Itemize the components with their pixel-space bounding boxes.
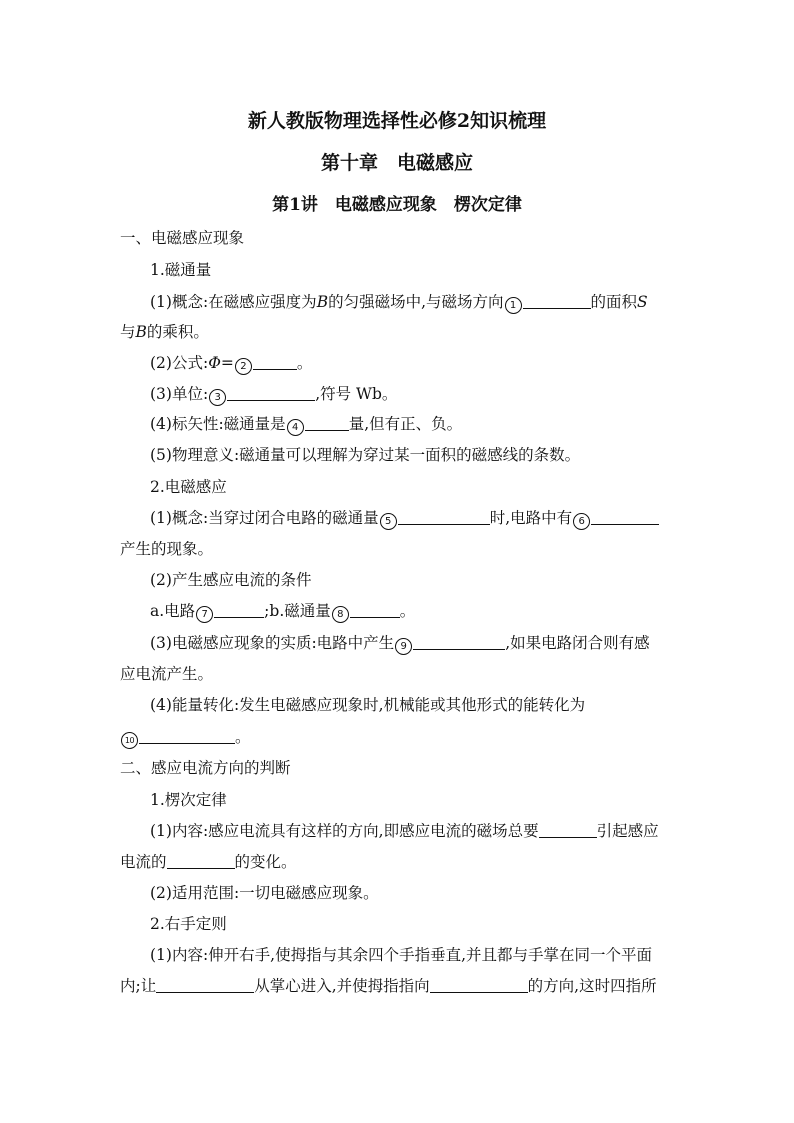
answer-number-badge: 10: [121, 732, 138, 749]
paragraph-line: 电流的 的变化。: [120, 853, 297, 871]
answer-blank: [523, 293, 591, 309]
paragraph-line: 应电流产生。: [120, 665, 214, 683]
section-heading: 一、电磁感应现象: [120, 229, 245, 247]
paragraph-line: 产生的现象。: [120, 540, 214, 558]
paragraph-line: (1)内容:感应电流具有这样的方向,即感应电流的磁场总要 引起感应: [150, 822, 659, 840]
paragraph-line: (2)公式:Φ= 2 。: [150, 353, 312, 375]
subsection-heading: 1.磁通量: [150, 261, 212, 279]
paragraph-line: (5)物理意义:磁通量可以理解为穿过某一面积的磁感线的条数。: [150, 446, 581, 464]
subsection-heading: 2.右手定则: [150, 915, 227, 933]
answer-blank: [350, 602, 400, 618]
answer-blank: [539, 822, 597, 838]
document-title: 新人教版物理选择性必修2知识梳理: [247, 110, 547, 132]
paragraph-line: (1)内容:伸开右手,使拇指与其余四个手指垂直,并且都与手掌在同一个平面: [150, 946, 653, 964]
answer-number-badge: 7: [196, 606, 213, 623]
answer-blank: [167, 853, 235, 869]
answer-blank: [156, 977, 254, 993]
lesson-title: 第1讲 电磁感应现象 楞次定律: [272, 195, 522, 215]
paragraph-line: 10 。: [120, 727, 251, 749]
answer-number-badge: 3: [209, 389, 226, 406]
subsection-heading: 2.电磁感应: [150, 478, 227, 496]
section-heading: 二、感应电流方向的判断: [120, 759, 291, 777]
answer-blank: [398, 509, 490, 525]
paragraph-line: (3)单位: 3 ,符号 Wb。: [150, 384, 397, 406]
answer-number-badge: 2: [235, 358, 252, 375]
subsection-heading: 1.楞次定律: [150, 791, 227, 809]
paragraph-line: (3)电磁感应现象的实质:电路中产生 9 ,如果电路闭合则有感: [150, 633, 650, 655]
paragraph-line: (1)概念:当穿过闭合电路的磁通量 5 时,电路中有 6: [150, 508, 659, 530]
chapter-title: 第十章 电磁感应: [320, 152, 473, 174]
paragraph-line: (4)标矢性:磁通量是 4 量,但有正、负。: [150, 414, 462, 436]
paragraph-line: a.电路 7 ;b.磁通量 8 。: [150, 601, 415, 623]
paragraph-line: (2)产生感应电流的条件: [150, 571, 312, 589]
answer-blank: [139, 728, 235, 744]
answer-number-badge: 1: [505, 297, 522, 314]
paragraph-line: 内;让 从掌心进入,并使拇指指向 的方向,这时四指所: [120, 977, 657, 995]
answer-number-badge: 9: [395, 638, 412, 655]
answer-blank: [413, 634, 505, 650]
answer-blank: [253, 354, 297, 370]
answer-number-badge: 4: [287, 419, 304, 436]
paragraph-line: 与B的乘积。: [120, 323, 209, 341]
answer-blank: [430, 977, 528, 993]
paragraph-line: (1)概念:在磁感应强度为B的匀强磁场中,与磁场方向 1 的面积S: [150, 292, 648, 314]
answer-blank: [305, 415, 349, 431]
answer-blank: [591, 509, 659, 525]
paragraph-line: (2)适用范围:一切电磁感应现象。: [150, 884, 379, 902]
answer-blank: [214, 602, 264, 618]
answer-number-badge: 5: [380, 513, 397, 530]
answer-blank: [227, 385, 315, 401]
paragraph-line: (4)能量转化:发生电磁感应现象时,机械能或其他形式的能转化为: [150, 696, 586, 714]
answer-number-badge: 8: [332, 606, 349, 623]
answer-number-badge: 6: [573, 513, 590, 530]
